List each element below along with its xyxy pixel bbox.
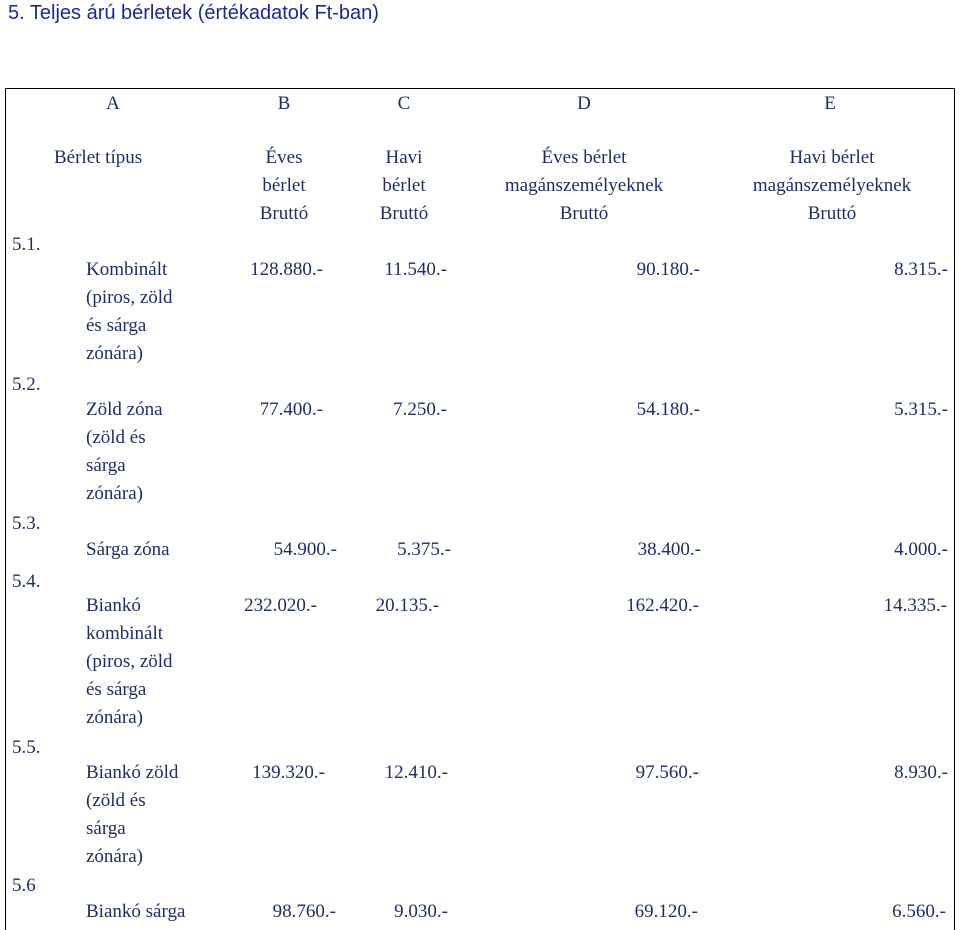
row-id: 5.1. <box>12 234 41 255</box>
page-title: 5. Teljes árú bérletek (értékadatok Ft-ban) <box>8 2 379 24</box>
cell-havi: 11.540.- <box>384 259 447 280</box>
header-eves-maganszemelyeknek-brutto: Éves bérlet magánszemélyeknek Bruttó <box>504 147 664 224</box>
cell-eves-magan: 162.420.- <box>626 595 699 616</box>
cell-eves: 98.760.- <box>272 901 336 922</box>
cell-eves-magan: 54.180.- <box>636 399 700 420</box>
row-name: Zöld zóna (zöld és sárga zónára) <box>86 399 163 504</box>
column-letter-c: C <box>397 93 411 114</box>
cell-eves: 77.400.- <box>259 399 323 420</box>
row-name: Biankó sárga <box>86 901 186 922</box>
cell-havi-magan: 5.315.- <box>894 399 948 420</box>
cell-eves: 232.020.- <box>244 595 317 616</box>
row-id: 5.6 <box>12 875 36 896</box>
cell-havi-magan: 6.560.- <box>892 901 946 922</box>
cell-havi-magan: 4.000.- <box>894 539 948 560</box>
column-letter-e: E <box>824 93 836 114</box>
row-name: Kombinált (piros, zöld és sárga zónára) <box>86 259 173 364</box>
cell-havi: 12.410.- <box>384 762 448 783</box>
cell-havi: 5.375.- <box>397 539 451 560</box>
column-letter-d: D <box>577 93 591 114</box>
cell-havi-magan: 8.930.- <box>894 762 948 783</box>
cell-havi: 7.250.- <box>393 399 447 420</box>
row-id: 5.2. <box>12 374 41 395</box>
cell-havi: 20.135.- <box>375 595 439 616</box>
row-name: Biankó zöld (zöld és sárga zónára) <box>86 762 179 867</box>
header-havi-maganszemelyeknek-brutto: Havi bérlet magánszemélyeknek Bruttó <box>752 147 912 224</box>
cell-eves-magan: 90.180.- <box>636 259 700 280</box>
row-name: Sárga zóna <box>86 539 170 560</box>
cell-eves: 54.900.- <box>273 539 337 560</box>
row-id: 5.3. <box>12 513 41 534</box>
header-eves-berlet-brutto: Éves bérlet Bruttó <box>259 147 309 224</box>
column-letter-b: B <box>277 93 291 114</box>
cell-havi-magan: 8.315.- <box>894 259 948 280</box>
cell-eves-magan: 69.120.- <box>634 901 698 922</box>
cell-havi: 9.030.- <box>394 901 448 922</box>
cell-eves-magan: 38.400.- <box>637 539 701 560</box>
cell-eves: 139.320.- <box>252 762 325 783</box>
cell-eves: 128.880.- <box>250 259 323 280</box>
row-id: 5.5. <box>12 737 41 758</box>
row-id: 5.4. <box>12 571 41 592</box>
column-letter-a: A <box>106 93 120 114</box>
cell-havi-magan: 14.335.- <box>883 595 947 616</box>
row-name: Biankó kombinált (piros, zöld és sárga zónára) <box>86 595 173 728</box>
cell-eves-magan: 97.560.- <box>635 762 699 783</box>
header-berlet-tipus: Bérlet típus <box>54 147 143 168</box>
header-havi-berlet-brutto: Havi bérlet Bruttó <box>379 147 429 224</box>
